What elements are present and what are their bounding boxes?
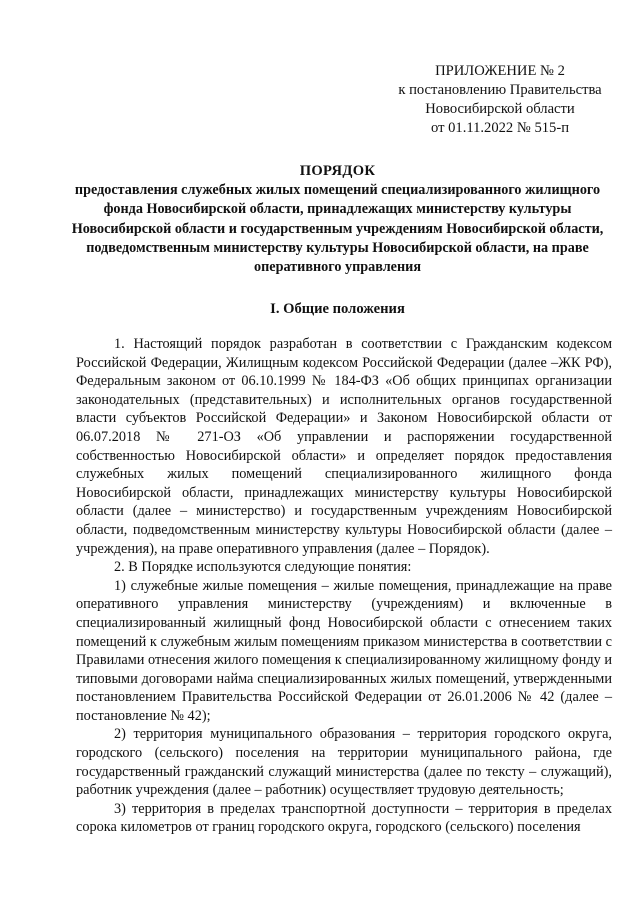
paragraph-1: 1. Настоящий порядок разработан в соответствии с Гражданским кодексом Российской Федерации, Жилищным кодексом Российской Федерации (далее –ЖК РФ), Федеральным законом от 06.10.1999 № 184-ФЗ «Об общих принципах организации законодательных (представительных) и исполнительных органов государственной власти субъектов Российской Федерации» и Законом Новосибирской области от 06.07.2018 № 271-ОЗ «Об управлении и распоряжении государственной собственностью Новосибирской области» и определяет порядок предоставления служебных жилых помещений специализированного жилищного фонда Новосибирской области, принадлежащих министерству культуры Новосибирской области (далее – министерство) и государственным учреждениям Новосибирской области, подведомственным министерству культуры Новосибирской области (далее – учреждения), на праве оперативного управления (далее – Порядок). (76, 336, 612, 557)
document-subtitle: предоставления служебных жилых помещений специализированного жилищного фонда Новосибирской области, принадлежащих министерству культуры Новосибирской области и государственным учреждениям Новосибирской области, подведомственным министерству культуры Новосибирской области, на праве оперативного управления (71, 182, 604, 276)
appendix-number: ПРИЛОЖЕНИЕ № 2 (435, 63, 565, 79)
appendix-header (385, 62, 615, 138)
appendix-line-1: к постановлению Правительства (398, 82, 602, 98)
paragraph-definition-1: 1) служебные жилые помещения – жилые помещения, принадлежащие на праве оперативного управления министерству (учреждениям) и включенные в специализированный жилищный фонд Новосибирской области с отнесением таких помещений к служебным жилым помещениям приказом министерства в соответствии с Правилами отнесения жилого помещения к специализированному жилищному фонду и типовыми договорами найма специализированных жилых помещений, утвержденными постановлением Правительства Российской Федерации от 26.01.2006 № 42 (далее – постановление № 42); (76, 577, 612, 724)
document-title-block (60, 162, 615, 277)
paragraph-definition-3: 3) территория в пределах транспортной доступности – территория в пределах сорока километров от границ городского округа, городского (сельского) поселения (76, 800, 612, 836)
appendix-date-number: от 01.11.2022 № 515-п (430, 120, 570, 136)
document-body (76, 335, 612, 837)
paragraph-definition-2: 2) территория муниципального образования – территория городского округа, городского (сельского) поселения на территории муниципального района, где государственный гражданский служащий министерства (далее по тексту – служащий), работник учреждения (далее – работник) осуществляет трудовую деятельность; (76, 726, 612, 799)
paragraph-2: 2. В Порядке используются следующие понятия: (114, 559, 412, 576)
appendix-line-2: Новосибирской области (425, 101, 575, 117)
document-title: ПОРЯДОК (299, 163, 376, 179)
section-heading: I. Общие положения (270, 301, 405, 317)
